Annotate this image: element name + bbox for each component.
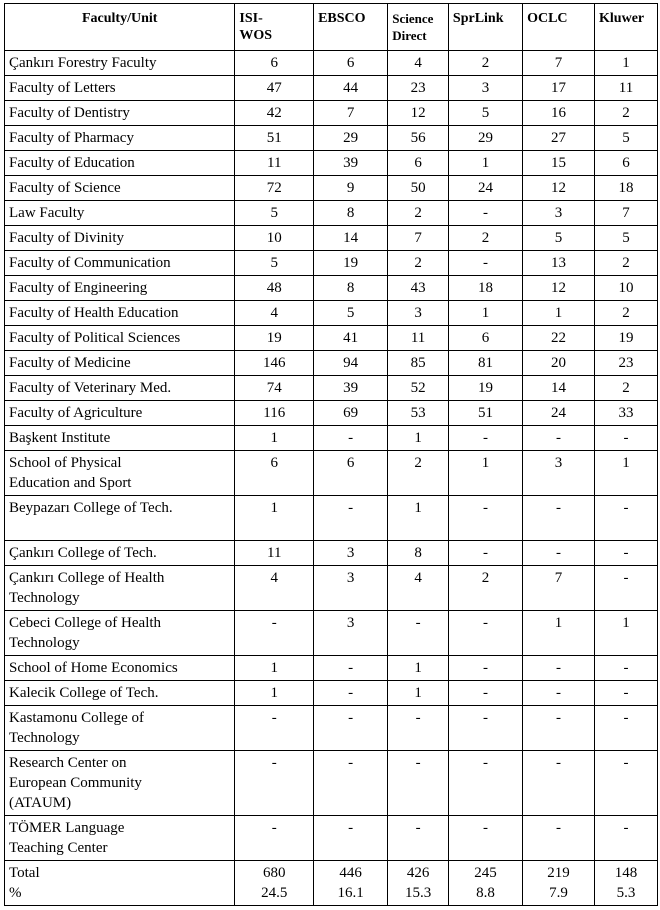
value-cell-sprlink: - <box>448 656 522 681</box>
value-cell-sprlink: 2 <box>448 566 522 611</box>
value-cell-sprlink: - <box>448 201 522 226</box>
value-cell-sprlink: 1 <box>448 451 522 496</box>
value-cell-kluwer: - <box>595 706 658 751</box>
value-cell-science-direct: 53 <box>388 401 449 426</box>
faculty-name-cell: Faculty of Veterinary Med. <box>5 376 235 401</box>
table-row <box>5 326 658 351</box>
value-cell-kluwer: 7 <box>595 201 658 226</box>
table-row <box>5 451 658 496</box>
table-row <box>5 176 658 201</box>
value-cell-kluwer: - <box>595 541 658 566</box>
value-cell-oclc: - <box>523 541 595 566</box>
value-cell-sprlink: 1 <box>448 151 522 176</box>
value-cell-sprlink: 81 <box>448 351 522 376</box>
total-cell-sprlink <box>448 861 522 906</box>
value-cell-sprlink: 3 <box>448 76 522 101</box>
value-cell-science-direct: 2 <box>388 251 449 276</box>
value-cell-isi-wos: 1 <box>235 496 314 541</box>
value-cell-isi-wos: 5 <box>235 201 314 226</box>
table-row <box>5 51 658 76</box>
value-cell-science-direct: - <box>388 611 449 656</box>
value-cell-isi-wos: 146 <box>235 351 314 376</box>
total-cell-kluwer <box>595 861 658 906</box>
value-cell-science-direct: 11 <box>388 326 449 351</box>
value-cell-science-direct: - <box>388 751 449 816</box>
value-cell-kluwer: 2 <box>595 251 658 276</box>
table-row <box>5 151 658 176</box>
faculty-name-cell: Cebeci College of Health Technology <box>5 611 235 656</box>
total-value: 148 <box>614 865 638 881</box>
value-cell-kluwer: - <box>595 656 658 681</box>
faculty-name-cell: Başkent Institute <box>5 426 235 451</box>
value-cell-sprlink: 51 <box>448 401 522 426</box>
value-cell-isi-wos: 72 <box>235 176 314 201</box>
table-row <box>5 401 658 426</box>
total-value: 219 <box>547 865 570 881</box>
value-cell-sprlink: - <box>448 751 522 816</box>
table-row <box>5 541 658 566</box>
table-row <box>5 201 658 226</box>
value-cell-ebsco: 39 <box>314 151 388 176</box>
faculty-name-cell: Kalecik College of Tech. <box>5 681 235 706</box>
value-cell-ebsco: - <box>314 656 388 681</box>
value-cell-sprlink: 2 <box>448 51 522 76</box>
value-cell-sprlink: - <box>448 611 522 656</box>
value-cell-ebsco: 19 <box>314 251 388 276</box>
value-cell-isi-wos: - <box>235 706 314 751</box>
header-science-direct: Science Direct <box>388 4 449 51</box>
value-cell-science-direct: 4 <box>388 566 449 611</box>
value-cell-kluwer: 2 <box>595 301 658 326</box>
table-row <box>5 301 658 326</box>
faculty-name-cell: Çankırı College of Health Technology <box>5 566 235 611</box>
percent-value: 8.8 <box>476 885 495 901</box>
value-cell-science-direct: - <box>388 816 449 861</box>
faculty-name-cell: Law Faculty <box>5 201 235 226</box>
faculty-name-cell: School of Physical Education and Sport <box>5 451 235 496</box>
value-cell-sprlink: - <box>448 496 522 541</box>
value-cell-kluwer: 11 <box>595 76 658 101</box>
total-label-cell <box>5 861 235 906</box>
value-cell-kluwer: 33 <box>595 401 658 426</box>
value-cell-science-direct: 3 <box>388 301 449 326</box>
faculty-name-cell: Beypazarı College of Tech. <box>5 496 235 541</box>
value-cell-science-direct: 85 <box>388 351 449 376</box>
value-cell-isi-wos: - <box>235 611 314 656</box>
value-cell-kluwer: 2 <box>595 376 658 401</box>
value-cell-isi-wos: - <box>235 751 314 816</box>
value-cell-sprlink: 6 <box>448 326 522 351</box>
value-cell-ebsco: - <box>314 426 388 451</box>
value-cell-kluwer: 18 <box>595 176 658 201</box>
faculty-name-cell: TÖMER Language Teaching Center <box>5 816 235 861</box>
total-cell-isi-wos <box>235 861 314 906</box>
value-cell-kluwer: 1 <box>595 51 658 76</box>
faculty-name-cell: Faculty of Health Education <box>5 301 235 326</box>
faculty-name-cell: Faculty of Communication <box>5 251 235 276</box>
value-cell-kluwer: 23 <box>595 351 658 376</box>
value-cell-sprlink: 24 <box>448 176 522 201</box>
value-cell-kluwer: - <box>595 426 658 451</box>
value-cell-science-direct: 12 <box>388 101 449 126</box>
value-cell-oclc: 15 <box>523 151 595 176</box>
value-cell-ebsco: 39 <box>314 376 388 401</box>
value-cell-science-direct: 50 <box>388 176 449 201</box>
faculty-name-cell: Çankırı College of Tech. <box>5 541 235 566</box>
table-row <box>5 706 658 751</box>
value-cell-isi-wos: 4 <box>235 301 314 326</box>
faculty-name-cell: Faculty of Education <box>5 151 235 176</box>
value-cell-ebsco: 69 <box>314 401 388 426</box>
header-oclc: OCLC <box>523 4 595 51</box>
value-cell-ebsco: 6 <box>314 451 388 496</box>
faculty-name-cell: Faculty of Agriculture <box>5 401 235 426</box>
value-cell-oclc: 14 <box>523 376 595 401</box>
value-cell-oclc: 1 <box>523 301 595 326</box>
table-row <box>5 126 658 151</box>
faculty-database-table <box>4 3 658 906</box>
table-row <box>5 496 658 541</box>
value-cell-kluwer: 10 <box>595 276 658 301</box>
table-row <box>5 251 658 276</box>
table-row <box>5 276 658 301</box>
value-cell-ebsco: 3 <box>314 611 388 656</box>
value-cell-oclc: - <box>523 681 595 706</box>
value-cell-science-direct: 6 <box>388 151 449 176</box>
value-cell-sprlink: - <box>448 706 522 751</box>
value-cell-sprlink: - <box>448 541 522 566</box>
value-cell-sprlink: - <box>448 251 522 276</box>
total-value: 426 <box>406 865 430 881</box>
value-cell-kluwer: 19 <box>595 326 658 351</box>
value-cell-kluwer: 5 <box>595 126 658 151</box>
value-cell-sprlink: - <box>448 426 522 451</box>
table-row <box>5 681 658 706</box>
value-cell-science-direct: 52 <box>388 376 449 401</box>
value-cell-science-direct: 1 <box>388 496 449 541</box>
value-cell-sprlink: 19 <box>448 376 522 401</box>
value-cell-isi-wos: 42 <box>235 101 314 126</box>
value-cell-oclc: 3 <box>523 201 595 226</box>
value-cell-oclc: 7 <box>523 566 595 611</box>
value-cell-ebsco: 8 <box>314 201 388 226</box>
value-cell-oclc: 16 <box>523 101 595 126</box>
value-cell-oclc: - <box>523 706 595 751</box>
value-cell-isi-wos: 6 <box>235 51 314 76</box>
value-cell-oclc: 7 <box>523 51 595 76</box>
value-cell-sprlink: - <box>448 681 522 706</box>
percent-label: % <box>9 885 22 901</box>
table-row <box>5 351 658 376</box>
value-cell-science-direct: 2 <box>388 451 449 496</box>
table-header-row <box>5 4 658 51</box>
total-cell-ebsco <box>314 861 388 906</box>
value-cell-isi-wos: 4 <box>235 566 314 611</box>
value-cell-sprlink: 1 <box>448 301 522 326</box>
value-cell-science-direct: 56 <box>388 126 449 151</box>
value-cell-oclc: 22 <box>523 326 595 351</box>
percent-value: 16.1 <box>337 885 364 901</box>
value-cell-isi-wos: 1 <box>235 656 314 681</box>
value-cell-ebsco: 41 <box>314 326 388 351</box>
value-cell-kluwer: - <box>595 751 658 816</box>
total-row <box>5 861 658 906</box>
header-ebsco: EBSCO <box>314 4 388 51</box>
faculty-name-cell: Çankırı Forestry Faculty <box>5 51 235 76</box>
value-cell-oclc: 5 <box>523 226 595 251</box>
value-cell-science-direct: 8 <box>388 541 449 566</box>
value-cell-isi-wos: 1 <box>235 681 314 706</box>
table-row <box>5 611 658 656</box>
table-row <box>5 566 658 611</box>
value-cell-science-direct: 1 <box>388 426 449 451</box>
total-label: Total <box>9 865 40 881</box>
table-row <box>5 656 658 681</box>
percent-value: 15.3 <box>404 885 432 901</box>
value-cell-kluwer: 6 <box>595 151 658 176</box>
value-cell-oclc: 3 <box>523 451 595 496</box>
percent-value: 5.3 <box>616 885 636 901</box>
table-body <box>5 51 658 861</box>
value-cell-isi-wos: 10 <box>235 226 314 251</box>
table-row <box>5 101 658 126</box>
value-cell-kluwer: - <box>595 566 658 611</box>
value-cell-isi-wos: 47 <box>235 76 314 101</box>
faculty-name-cell: Kastamonu College of Technology <box>5 706 235 751</box>
value-cell-science-direct: 23 <box>388 76 449 101</box>
table-row <box>5 751 658 816</box>
total-cell-oclc <box>523 861 595 906</box>
header-kluwer: Kluwer <box>595 4 658 51</box>
table-row <box>5 426 658 451</box>
faculty-name-cell: Faculty of Letters <box>5 76 235 101</box>
value-cell-ebsco: - <box>314 751 388 816</box>
value-cell-oclc: - <box>523 816 595 861</box>
table-row <box>5 816 658 861</box>
value-cell-isi-wos: 51 <box>235 126 314 151</box>
value-cell-science-direct: - <box>388 706 449 751</box>
table-row <box>5 226 658 251</box>
total-cell-science-direct <box>388 861 449 906</box>
header-isi-wos: ISI- WOS <box>235 4 314 51</box>
value-cell-ebsco: 3 <box>314 541 388 566</box>
value-cell-ebsco: 9 <box>314 176 388 201</box>
value-cell-sprlink: 18 <box>448 276 522 301</box>
value-cell-oclc: - <box>523 496 595 541</box>
value-cell-ebsco: 3 <box>314 566 388 611</box>
value-cell-kluwer: - <box>595 681 658 706</box>
value-cell-kluwer: 1 <box>595 451 658 496</box>
value-cell-oclc: - <box>523 426 595 451</box>
faculty-name-cell: Faculty of Pharmacy <box>5 126 235 151</box>
value-cell-isi-wos: 48 <box>235 276 314 301</box>
total-value: 680 <box>262 865 286 881</box>
value-cell-isi-wos: 11 <box>235 151 314 176</box>
value-cell-oclc: 1 <box>523 611 595 656</box>
value-cell-science-direct: 1 <box>388 656 449 681</box>
value-cell-sprlink: 29 <box>448 126 522 151</box>
faculty-name-cell: Research Center on European Community (ATAUM) <box>5 751 235 816</box>
value-cell-ebsco: 5 <box>314 301 388 326</box>
value-cell-kluwer: 1 <box>595 611 658 656</box>
value-cell-kluwer: 2 <box>595 101 658 126</box>
header-sprlink: SprLink <box>448 4 522 51</box>
value-cell-science-direct: 1 <box>388 681 449 706</box>
value-cell-oclc: 12 <box>523 176 595 201</box>
value-cell-kluwer: - <box>595 496 658 541</box>
value-cell-ebsco: - <box>314 496 388 541</box>
value-cell-ebsco: 6 <box>314 51 388 76</box>
value-cell-isi-wos: 116 <box>235 401 314 426</box>
value-cell-sprlink: 5 <box>448 101 522 126</box>
percent-value: 7.9 <box>549 885 568 901</box>
value-cell-isi-wos: 19 <box>235 326 314 351</box>
value-cell-ebsco: - <box>314 816 388 861</box>
value-cell-oclc: 13 <box>523 251 595 276</box>
value-cell-ebsco: - <box>314 706 388 751</box>
total-value: 446 <box>339 865 362 881</box>
value-cell-kluwer: - <box>595 816 658 861</box>
value-cell-science-direct: 2 <box>388 201 449 226</box>
value-cell-sprlink: 2 <box>448 226 522 251</box>
value-cell-ebsco: 29 <box>314 126 388 151</box>
value-cell-science-direct: 4 <box>388 51 449 76</box>
value-cell-oclc: 12 <box>523 276 595 301</box>
value-cell-ebsco: 8 <box>314 276 388 301</box>
faculty-name-cell: Faculty of Divinity <box>5 226 235 251</box>
faculty-name-cell: School of Home Economics <box>5 656 235 681</box>
value-cell-isi-wos: - <box>235 816 314 861</box>
table-row <box>5 376 658 401</box>
value-cell-oclc: 20 <box>523 351 595 376</box>
value-cell-science-direct: 43 <box>388 276 449 301</box>
value-cell-oclc: 24 <box>523 401 595 426</box>
faculty-name-cell: Faculty of Engineering <box>5 276 235 301</box>
value-cell-ebsco: 94 <box>314 351 388 376</box>
value-cell-ebsco: 14 <box>314 226 388 251</box>
table-row <box>5 76 658 101</box>
faculty-name-cell: Faculty of Medicine <box>5 351 235 376</box>
header-faculty-unit: Faculty/Unit <box>5 4 235 51</box>
percent-value: 24.5 <box>261 885 288 901</box>
faculty-name-cell: Faculty of Political Sciences <box>5 326 235 351</box>
faculty-name-cell: Faculty of Dentistry <box>5 101 235 126</box>
value-cell-ebsco: 44 <box>314 76 388 101</box>
value-cell-isi-wos: 11 <box>235 541 314 566</box>
value-cell-ebsco: - <box>314 681 388 706</box>
total-value: 245 <box>474 865 497 881</box>
value-cell-isi-wos: 5 <box>235 251 314 276</box>
value-cell-isi-wos: 74 <box>235 376 314 401</box>
value-cell-isi-wos: 6 <box>235 451 314 496</box>
value-cell-oclc: 27 <box>523 126 595 151</box>
value-cell-science-direct: 7 <box>388 226 449 251</box>
value-cell-kluwer: 5 <box>595 226 658 251</box>
value-cell-oclc: - <box>523 656 595 681</box>
value-cell-sprlink: - <box>448 816 522 861</box>
faculty-name-cell: Faculty of Science <box>5 176 235 201</box>
value-cell-isi-wos: 1 <box>235 426 314 451</box>
value-cell-oclc: 17 <box>523 76 595 101</box>
value-cell-oclc: - <box>523 751 595 816</box>
value-cell-ebsco: 7 <box>314 101 388 126</box>
